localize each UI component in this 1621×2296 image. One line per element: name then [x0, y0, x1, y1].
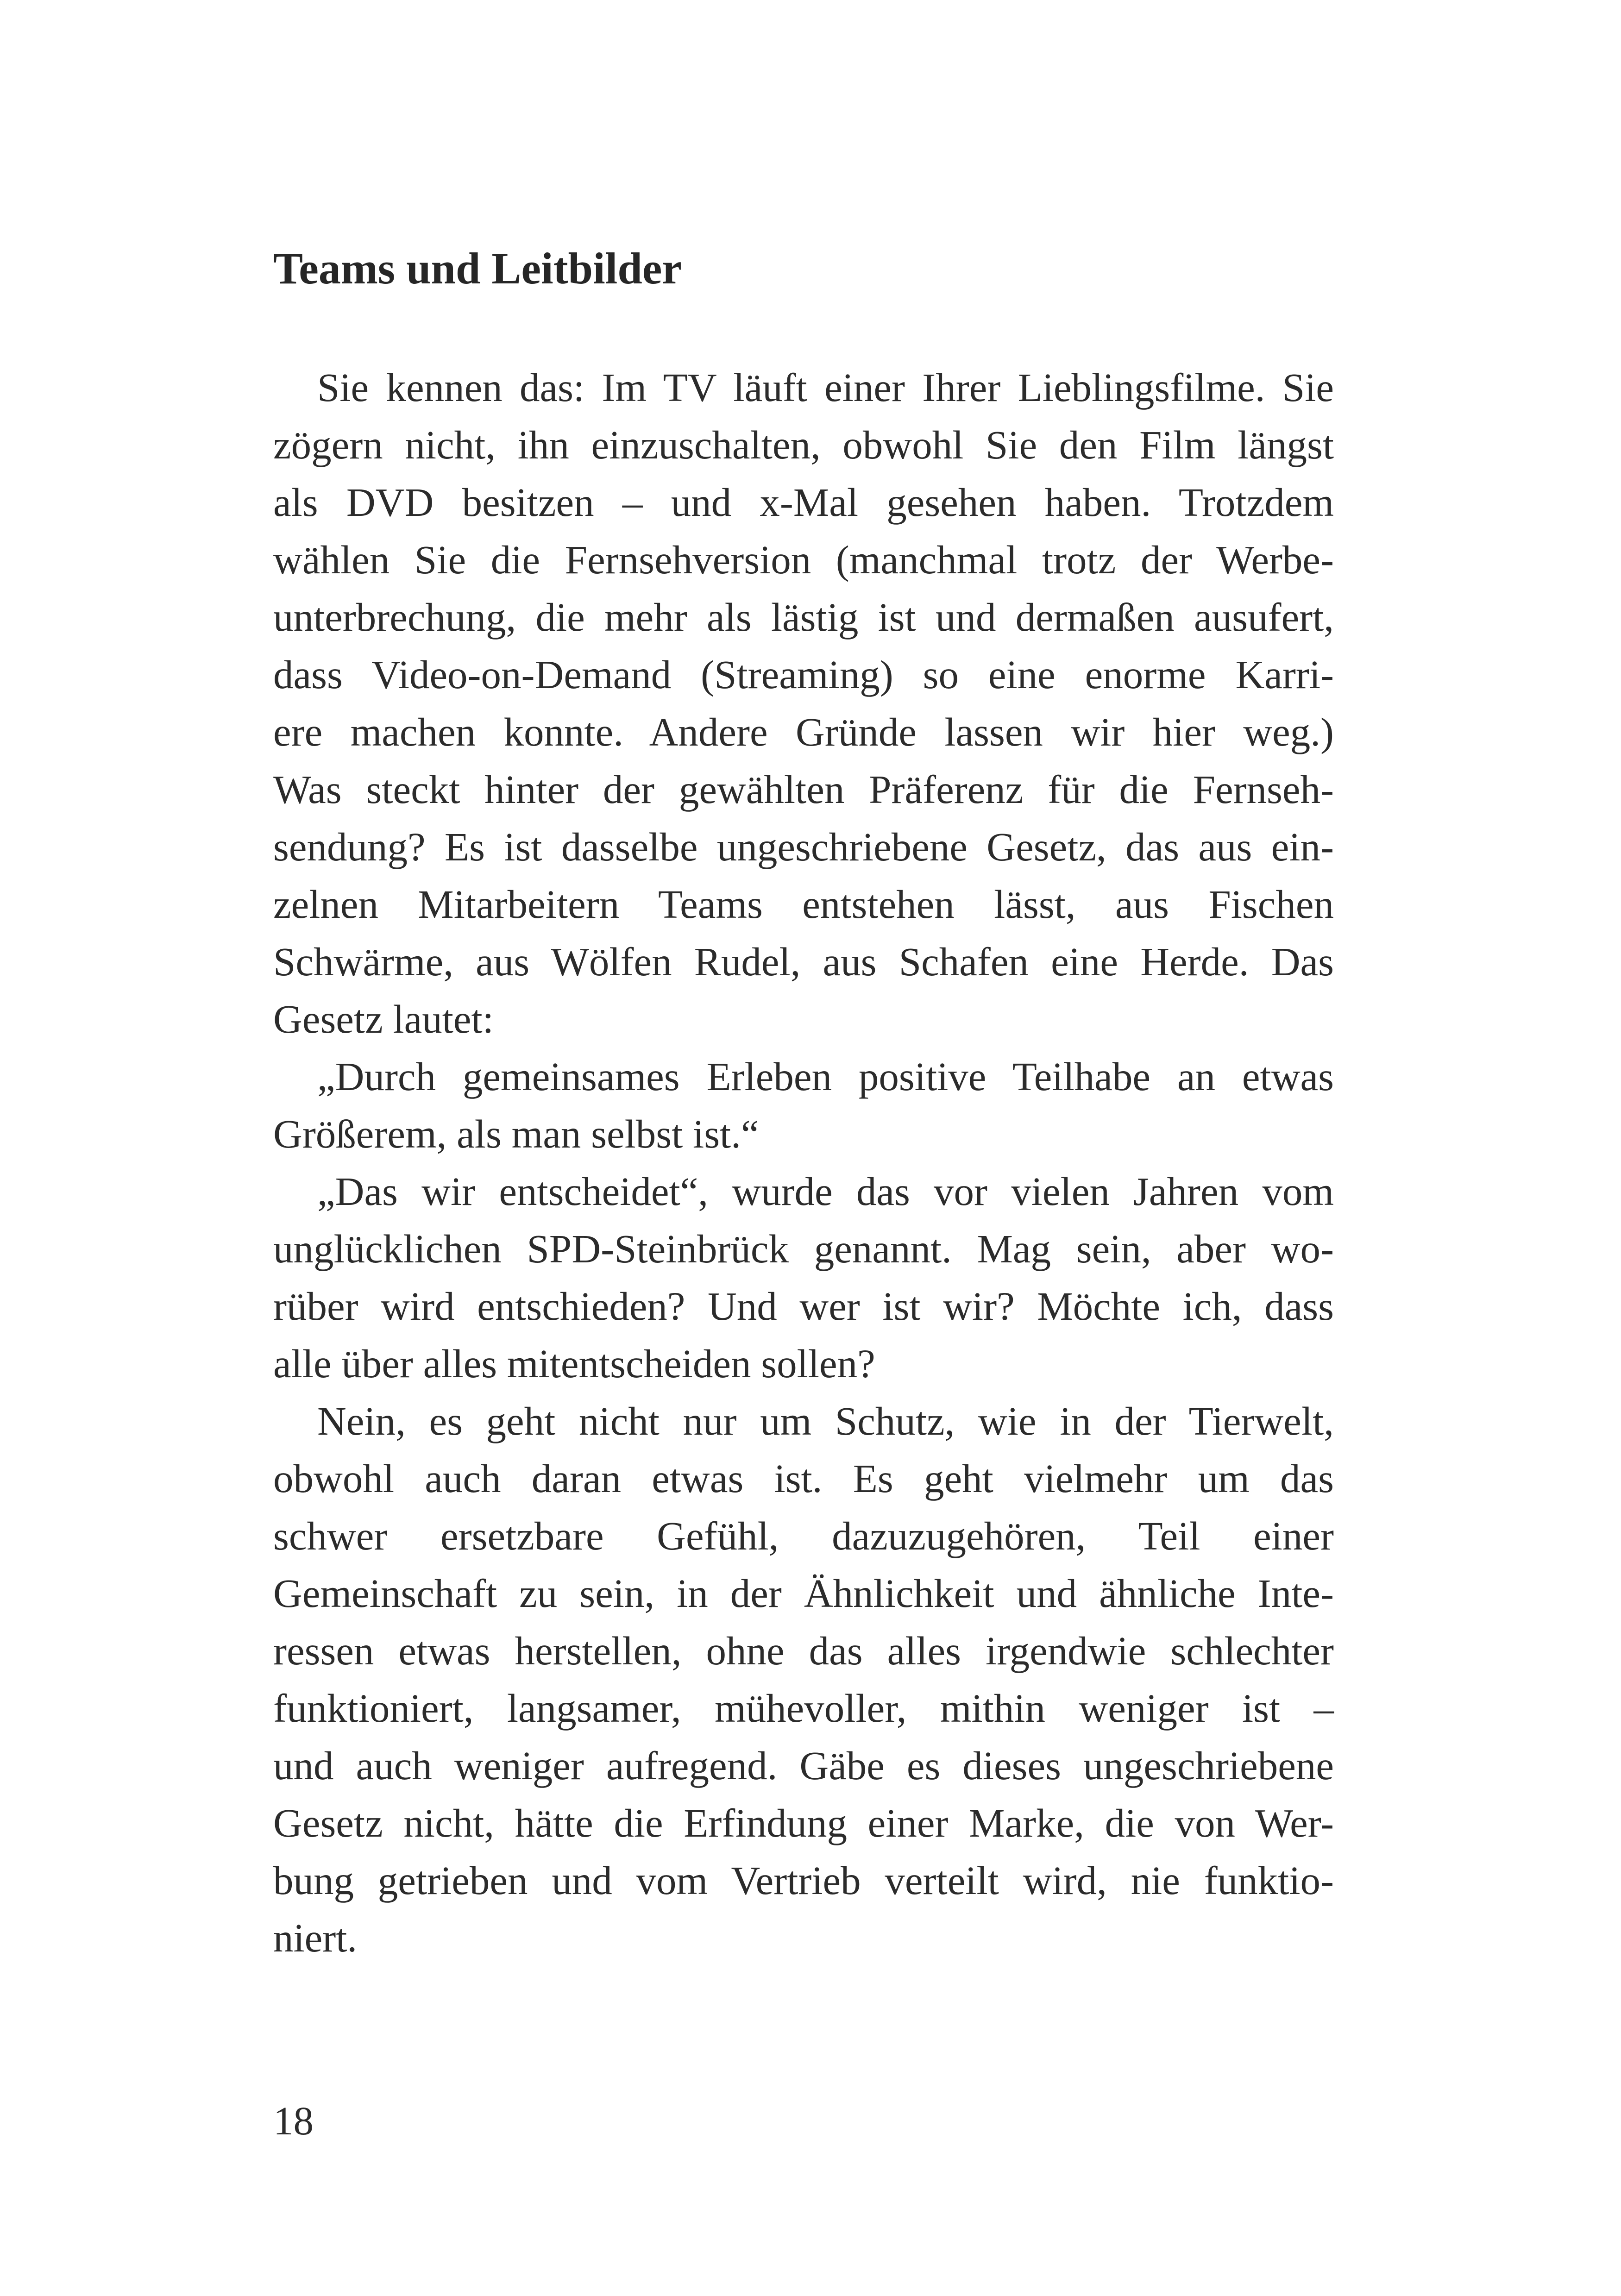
text-line: rüber wird entschieden? Und wer ist wir? Möchte ich, dass	[273, 1284, 1334, 1329]
text-line: zelnen Mitarbeitern Teams entstehen lässt, aus Fischen	[273, 882, 1334, 927]
text-line: Gesetz nicht, hätte die Erfindung einer Marke, die von Wer-	[273, 1800, 1334, 1845]
text-line: wählen Sie die Fernsehversion (manchmal trotz der Werbe-	[273, 537, 1334, 582]
text-line: Nein, es geht nicht nur um Schutz, wie in der Tierwelt,	[317, 1399, 1334, 1443]
chapter-title: Teams und Leitbilder	[273, 244, 682, 293]
text-line: ressen etwas herstellen, ohne das alles irgendwie schlechter	[273, 1628, 1334, 1673]
text-line: dass Video-on-Demand (Streaming) so eine enorme Karri-	[273, 652, 1334, 697]
text-line: sendung? Es ist dasselbe ungeschriebene Gesetz, das aus ein-	[273, 824, 1334, 869]
text-line: schwer ersetzbare Gefühl, dazuzugehören, Teil einer	[273, 1513, 1334, 1558]
text-line: Schwärme, aus Wölfen Rudel, aus Schafen eine Herde. Das	[273, 939, 1334, 984]
text-line: funktioniert, langsamer, mühevoller, mithin weniger ist –	[273, 1686, 1334, 1731]
text-line: Was steckt hinter der gewählten Präferenz für die Fernseh-	[273, 767, 1334, 812]
text-line: Gemeinschaft zu sein, in der Ähnlichkeit und ähnliche Inte-	[273, 1571, 1334, 1616]
text-line: unglücklichen SPD-Steinbrück genannt. Mag sein, aber wo-	[273, 1226, 1334, 1271]
text-line: Größerem, als man selbst ist.“	[273, 1111, 759, 1156]
text-line: Gesetz lautet:	[273, 997, 494, 1041]
text-line: alle über alles mitentscheiden sollen?	[273, 1341, 875, 1386]
text-line: als DVD besitzen – und x-Mal gesehen haben. Trotzdem	[273, 480, 1334, 525]
text-line: ere machen konnte. Andere Gründe lassen wir hier weg.)	[273, 709, 1334, 754]
text-line: Sie kennen das: Im TV läuft einer Ihrer Lieblingsfilme. Sie	[317, 365, 1334, 410]
text-line: „Das wir entscheidet“, wurde das vor vielen Jahren vom	[317, 1169, 1334, 1214]
text-line: niert.	[273, 1915, 358, 1960]
text-line: obwohl auch daran etwas ist. Es geht vielmehr um das	[273, 1456, 1334, 1501]
text-line: bung getrieben und vom Vertrieb verteilt wird, nie funktio-	[273, 1858, 1334, 1903]
text-line: „Durch gemeinsames Erleben positive Teilhabe an etwas	[317, 1054, 1334, 1099]
text-line: zögern nicht, ihn einzuschalten, obwohl Sie den Film längst	[273, 422, 1334, 467]
body-text	[273, 359, 1334, 1967]
text-line: unterbrechung, die mehr als lästig ist und dermaßen ausufert,	[273, 595, 1334, 640]
text-line: und auch weniger aufregend. Gäbe es dieses ungeschriebene	[273, 1743, 1334, 1788]
page-number: 18	[273, 2098, 314, 2143]
